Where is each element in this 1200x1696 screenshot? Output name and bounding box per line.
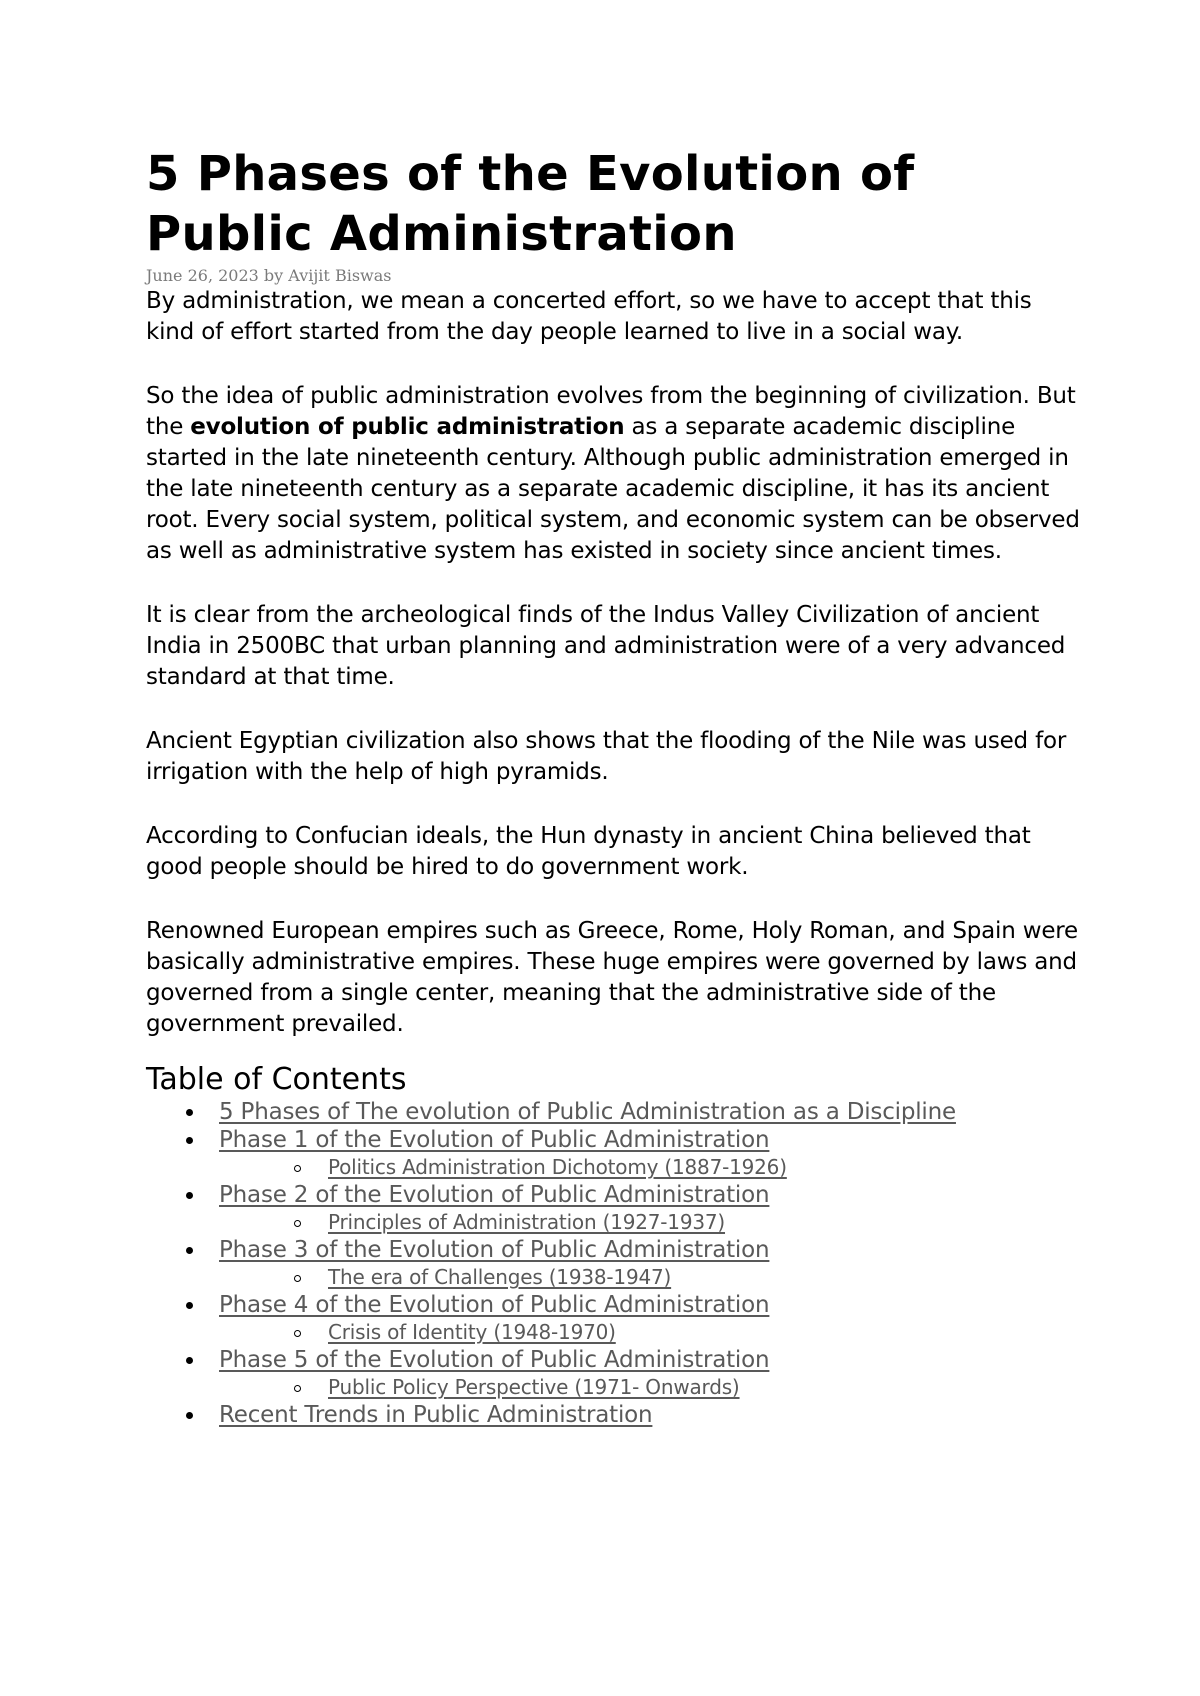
paragraph-2-text-b: as a separate academic discipline started in the late nineteenth century. Although public administration emerged in the late nineteenth century as a separate academic discipline, it has its ancient root. Every social system, political system, and economic system can be observed as well as administrative system has existed in society since ancient times. xyxy=(146,414,1080,564)
circle-bullet-icon xyxy=(294,1330,301,1337)
bullet-icon xyxy=(186,1192,193,1199)
paragraph-6: Renowned European empires such as Greece, Rome, Holy Roman, and Spain were basically administrative empires. These huge empires were governed by laws and governed from a single center, meaning that the administrative side of the government prevailed. xyxy=(146,918,1078,1037)
paragraph-2-text-a: So the idea of public administration evolves from the beginning of civilization. But the xyxy=(146,383,1076,440)
circle-bullet-icon xyxy=(294,1220,301,1227)
toc-subitem xyxy=(146,1264,1086,1291)
paragraph-2-bold: evolution of public administration xyxy=(190,414,625,440)
toc-link-phase-4[interactable]: Phase 4 of the Evolution of Public Administration xyxy=(219,1292,770,1318)
toc-sublink-phase-2[interactable]: Principles of Administration (1927-1937) xyxy=(328,1210,726,1234)
toc-item xyxy=(146,1126,1086,1181)
article-title: 5 Phases of the Evolution of Public Administration xyxy=(146,146,915,262)
paragraph-5: According to Confucian ideals, the Hun dynasty in ancient China believed that good people should be hired to do government work. xyxy=(146,823,1031,880)
paragraph-4: Ancient Egyptian civilization also shows that the flooding of the Nile was used for irrigation with the help of high pyramids. xyxy=(146,728,1067,785)
toc-link-recent-trends[interactable]: Recent Trends in Public Administration xyxy=(219,1402,653,1428)
toc-sublist xyxy=(219,1319,1086,1346)
document-page xyxy=(146,144,1086,1429)
circle-bullet-icon xyxy=(294,1385,301,1392)
toc-item xyxy=(146,1346,1086,1401)
toc-sublink-phase-4[interactable]: Crisis of Identity (1948-1970) xyxy=(328,1320,616,1344)
toc-sublist xyxy=(219,1154,1086,1181)
toc-item xyxy=(146,1401,1086,1429)
toc-link-phase-2[interactable]: Phase 2 of the Evolution of Public Administration xyxy=(219,1182,770,1208)
bullet-icon xyxy=(186,1137,193,1144)
toc-link-phase-3[interactable]: Phase 3 of the Evolution of Public Administration xyxy=(219,1237,770,1263)
table-of-contents xyxy=(146,1098,1086,1429)
circle-bullet-icon xyxy=(294,1165,301,1172)
toc-link-phase-1[interactable]: Phase 1 of the Evolution of Public Administration xyxy=(219,1127,770,1153)
bullet-icon xyxy=(186,1412,193,1419)
bullet-icon xyxy=(186,1302,193,1309)
toc-link-disciplines[interactable]: 5 Phases of The evolution of Public Administration as a Discipline xyxy=(219,1099,956,1125)
toc-sublink-phase-1[interactable]: Politics Administration Dichotomy (1887-1926) xyxy=(328,1155,787,1179)
article-byline: June 26, 2023 by Avijit Biswas xyxy=(146,266,392,285)
toc-sublink-phase-5[interactable]: Public Policy Perspective (1971- Onwards) xyxy=(328,1375,740,1399)
toc-subitem xyxy=(146,1374,1086,1401)
toc-sublist xyxy=(219,1209,1086,1236)
toc-sublist xyxy=(219,1374,1086,1401)
toc-subitem xyxy=(146,1319,1086,1346)
bullet-icon xyxy=(186,1109,193,1116)
paragraph-3: It is clear from the archeological finds of the Indus Valley Civilization of ancient India in 2500BC that urban planning and administration were of a very advanced standard at that time. xyxy=(146,602,1066,690)
toc-link-phase-5[interactable]: Phase 5 of the Evolution of Public Administration xyxy=(219,1347,770,1373)
toc-subitem xyxy=(146,1209,1086,1236)
paragraph-2 xyxy=(146,381,1086,567)
bullet-icon xyxy=(186,1247,193,1254)
paragraph-1: By administration, we mean a concerted effort, so we have to accept that this kind of effort started from the day people learned to live in a social way. xyxy=(146,288,1032,345)
toc-item xyxy=(146,1291,1086,1346)
bullet-icon xyxy=(186,1357,193,1364)
toc-item xyxy=(146,1236,1086,1291)
toc-sublist xyxy=(219,1264,1086,1291)
circle-bullet-icon xyxy=(294,1275,301,1282)
toc-sublink-phase-3[interactable]: The era of Challenges (1938-1947) xyxy=(328,1265,672,1289)
toc-heading: Table of Contents xyxy=(146,1062,407,1097)
toc-item xyxy=(146,1181,1086,1236)
toc-subitem xyxy=(146,1154,1086,1181)
toc-item xyxy=(146,1098,1086,1126)
